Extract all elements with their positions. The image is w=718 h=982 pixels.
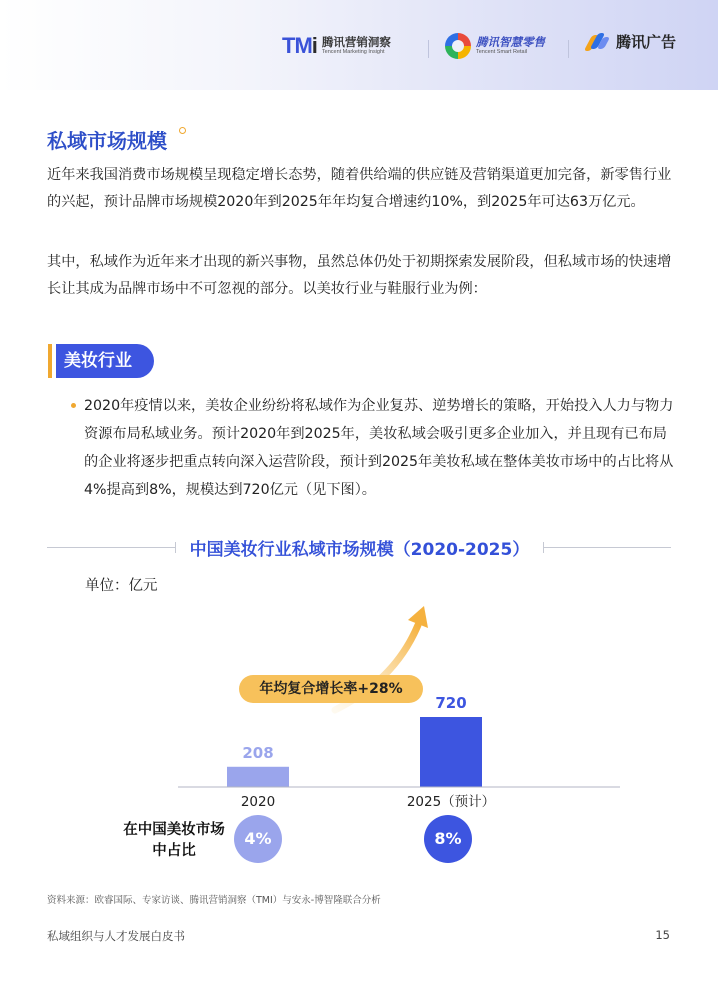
chart-unit: 单位：亿元 (85, 578, 158, 594)
data-label: 208 (242, 743, 274, 762)
subsection-tag-label: 美妆行业 (56, 344, 154, 378)
tmi-logo-en: Tencent Marketing Insight (321, 49, 385, 55)
bar-2020 (227, 767, 289, 787)
footer-page-number: 15 (655, 928, 670, 942)
source-note: 资料来源：欧睿国际、专家访谈、腾讯营销洞察（TMI）与安永-博智隆联合分析 (47, 895, 381, 906)
bullet-paragraph: 2020年疫情以来，美妆企业纷纷将私域作为企业复苏、逆势增长的策略，开始投入人力与物力资源布局私域业务。预计2020年到2025年，美妆私域会吸引更多企业加入，并且现有已布局的企业将逐步把重点转向深入运营阶段，预计到2025年美妆私域在整体美妆市场中的占比将从4%提高到8%，规模达到720亿元（见下图）。 (84, 398, 674, 498)
chart-title: 中国美妆行业私域市场规模（2020-2025） (189, 540, 530, 560)
share-label: 在中国美妆市场中占比 (123, 822, 225, 859)
tmi-logo-mark: TMi (282, 33, 317, 58)
tmi-logo-cn: 腾讯营销洞察 (321, 35, 391, 49)
share-2020-badge: 4% (234, 815, 282, 863)
footer-doc-title: 私域组织与人才发展白皮书 (47, 929, 185, 943)
smart-retail-logo-cn: 腾讯智慧零售 (476, 35, 545, 49)
growth-rate-annotation: 年均复合增长率+28% (239, 675, 423, 703)
tencent-ads-logo-cn: 腾讯广告 (616, 33, 677, 51)
bar-2025 (420, 717, 482, 787)
smart-retail-logo-en: Tencent Smart Retail (476, 49, 528, 55)
section-title: 私域市场规模 (47, 129, 167, 153)
intro-paragraph: 近年来我国消费市场规模呈现稳定增长态势，随着供给端的供应链及营销渠道更加完备，新零售行业的兴起，预计品牌市场规模2020年到2025年年均复合增速约10%，到2025年可达63万亿元。 (47, 167, 672, 210)
intro-paragraph: 其中，私域作为近年来才出现的新兴事物，虽然总体仍处于初期探索发展阶段，但私域市场的快速增长让其成为品牌市场中不可忽视的部分。以美妆行业与鞋服行业为例： (47, 254, 672, 297)
x-tick-label: 2025（预计） (406, 794, 496, 810)
share-2025-badge: 8% (424, 815, 472, 863)
x-tick-label: 2020 (240, 794, 276, 810)
data-label: 720 (435, 694, 467, 712)
